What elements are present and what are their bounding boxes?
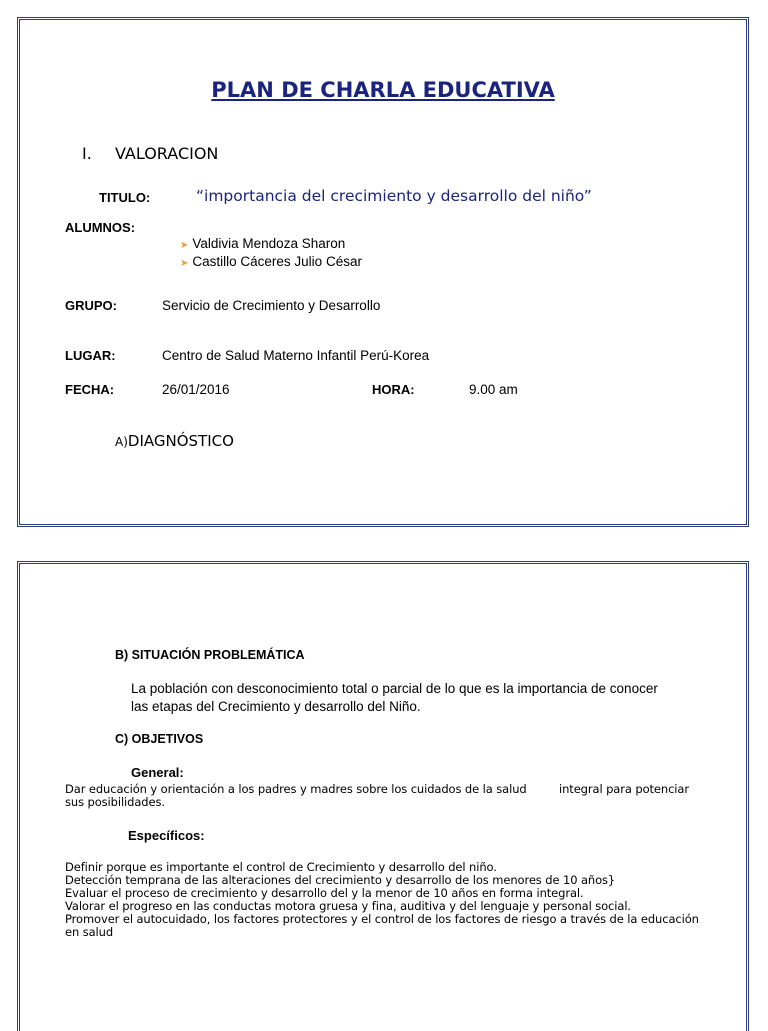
section-title: VALORACION — [115, 144, 219, 163]
grupo-value: Servicio de Crecimiento y Desarrollo — [162, 298, 381, 313]
especifico-item: Promover el autocuidado, los factores protectores y el control de los factores de riesgo a través de la educación — [65, 912, 699, 926]
especifico-item: Definir porque es importante el control de Crecimiento y desarrollo del niño. — [65, 860, 497, 874]
especifico-item: en salud — [65, 925, 114, 939]
document-title: PLAN DE CHARLA EDUCATIVA — [211, 78, 555, 102]
especifico-item: Valorar el progreso en las conductas motora gruesa y fina, auditiva y del lenguaje y personal social. — [65, 899, 631, 913]
titulo-label: TITULO: — [99, 190, 151, 205]
situacion-text-line: La población con desconocimiento total o parcial de lo que es la importancia de conocer — [131, 681, 658, 696]
situacion-heading: B) SITUACIÓN PROBLEMÁTICA — [115, 648, 305, 662]
general-text-line: integral para potenciar — [559, 782, 689, 796]
arrow-bullet-icon: ➤ — [180, 240, 189, 251]
fecha-label: FECHA: — [65, 382, 115, 397]
alumno-item: ➤ Castillo Cáceres Julio César — [180, 254, 362, 269]
hora-value: 9.00 am — [469, 382, 518, 397]
titulo-value: “importancia del crecimiento y desarrollo del niño” — [196, 187, 592, 205]
lugar-value: Centro de Salud Materno Infantil Perú-Korea — [162, 348, 430, 363]
alumnos-label: ALUMNOS: — [65, 220, 136, 235]
document-page-2 — [17, 561, 749, 1031]
arrow-bullet-icon: ➤ — [180, 258, 189, 269]
grupo-label: GRUPO: — [65, 298, 117, 313]
objetivos-heading: C) OBJETIVOS — [115, 732, 204, 746]
diagnostico-heading: A)DIAGNÓSTICO — [115, 432, 234, 450]
section-number: I. — [82, 144, 92, 163]
especifico-item: Detección temprana de las alteraciones del crecimiento y desarrollo de los menores de 10 años} — [65, 873, 616, 887]
alumno-item: ➤ Valdivia Mendoza Sharon — [180, 236, 346, 251]
general-text-line: sus posibilidades. — [65, 795, 165, 809]
general-text-line: Dar educación y orientación a los padres y madres sobre los cuidados de la salud — [65, 782, 527, 796]
especificos-heading: Específicos: — [128, 828, 205, 843]
lugar-label: LUGAR: — [65, 348, 116, 363]
document-page-1 — [17, 17, 749, 527]
situacion-text-line: las etapas del Crecimiento y desarrollo del Niño. — [131, 699, 421, 714]
especifico-item: Evaluar el proceso de crecimiento y desarrollo del y la menor de 10 años en forma integral. — [65, 886, 584, 900]
general-heading: General: — [131, 765, 184, 780]
fecha-value: 26/01/2016 — [162, 382, 230, 397]
hora-label: HORA: — [372, 382, 415, 397]
